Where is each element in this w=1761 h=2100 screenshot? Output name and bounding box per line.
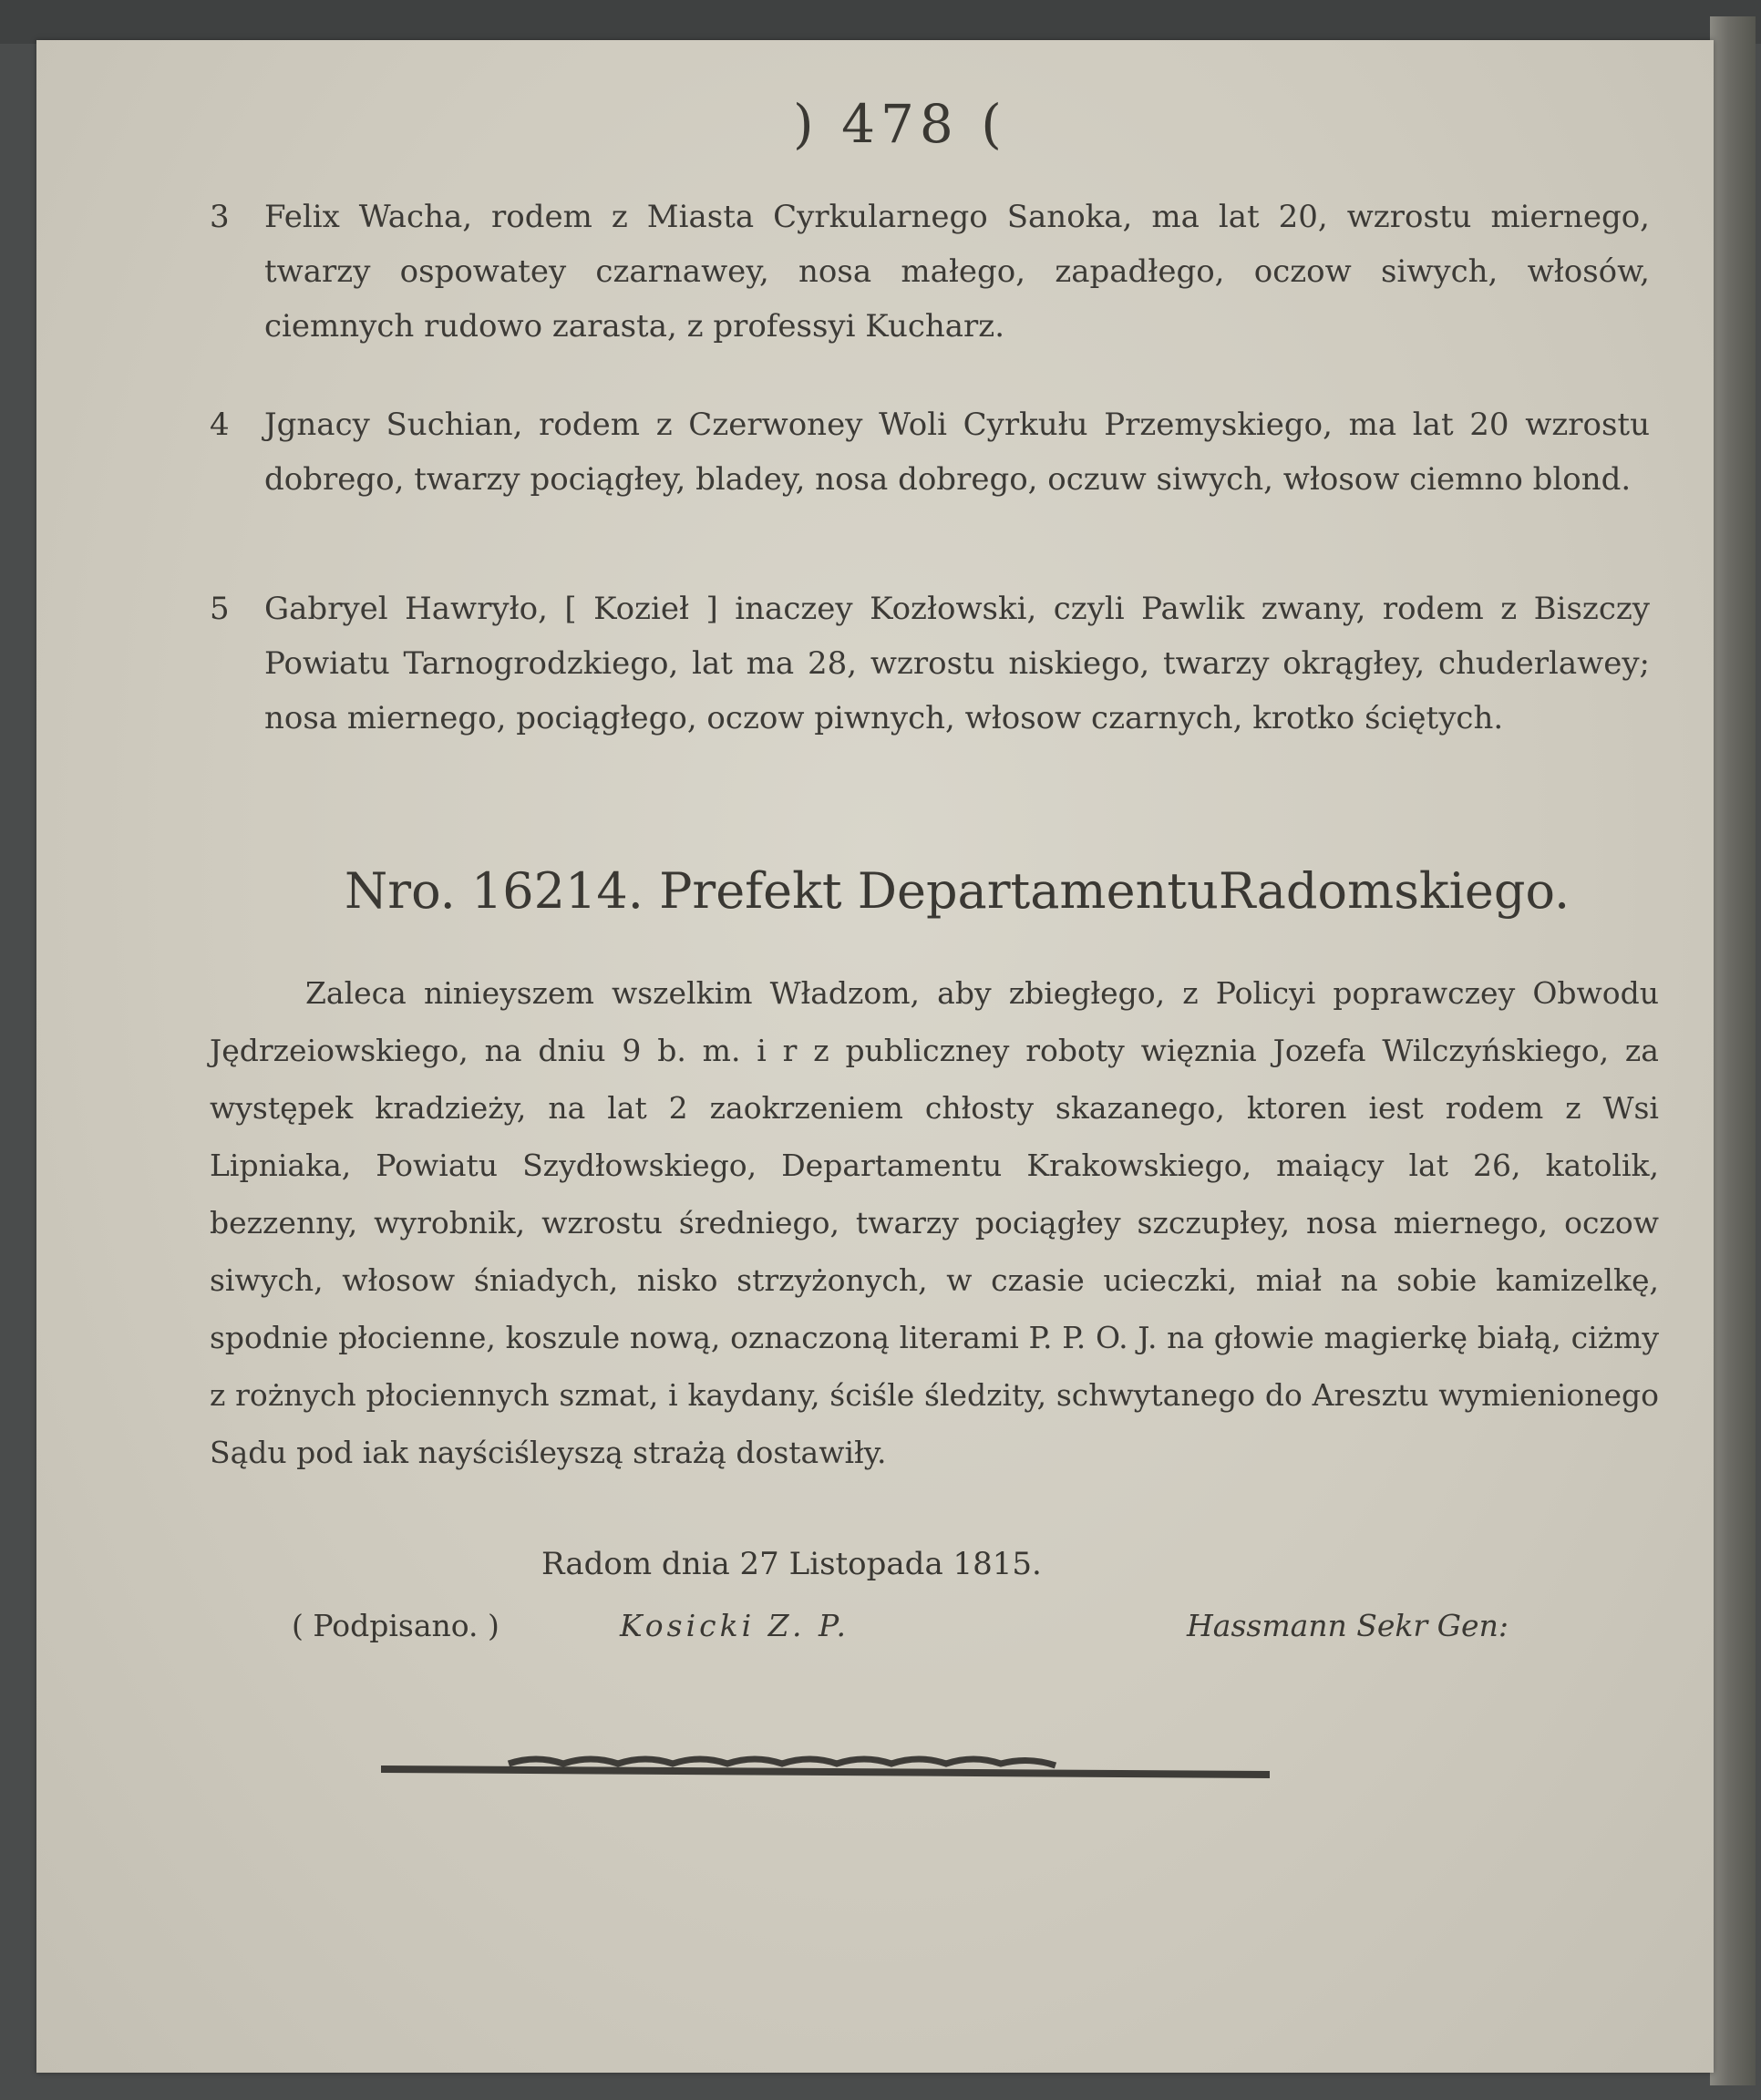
- notice-heading: Nro. 16214. Prefekt DepartamentuRadomskiego.: [345, 862, 1570, 920]
- list-item: [210, 582, 1650, 746]
- entry-number: 4: [210, 407, 230, 443]
- entry-number: 5: [210, 591, 230, 627]
- signed-label: ( Podpisano. ): [292, 1608, 499, 1643]
- prefect-signature: Kosicki Z. P.: [620, 1608, 850, 1643]
- entry-text: Felix Wacha, rodem z Miasta Cyrkularnego Sanoka, ma lat 20, wzrostu miernego, twarzy ospowatey czarnawey, nosa małego, zapadłego, oczow siwych, włosów, ciemnych rudowo zarasta, z professyi Kucharz.: [264, 199, 1650, 345]
- entry-number: 3: [210, 199, 230, 235]
- list-item: [210, 397, 1650, 507]
- page-edge: [1710, 16, 1756, 2085]
- entry-text: Jgnacy Suchian, rodem z Czerwoney Woli Cyrkułu Przemyskiego, ma lat 20 wzrostu dobrego, twarzy pociągłey, bladey, nosa dobrego, oczuw siwych, włosow ciemno blond.: [264, 407, 1650, 498]
- entry-text: Gabryel Hawryło, [ Kozieł ] inaczey Kozłowski, czyli Pawlik zwany, rodem z Biszczy Powiatu Tarnogrodzkiego, lat ma 28, wzrostu niskiego, twarzy okrągłey, chuderlawey; nosa miernego, pociągłego, oczow piwnych, włosow czarnych, krotko ściętych.: [264, 591, 1650, 736]
- notice-body: Zaleca ninieyszem wszelkim Władzom, aby zbiegłego, z Policyi poprawczey Obwodu Jędrzeiowskiego, na dniu 9 b. m. i r z publiczney roboty więznia Jozefa Wilczyńskiego, za występek kradzieży, na lat 2 zaokrzeniem chłosty skazanego, ktoren iest rodem z Wsi Lipniaka, Powiatu Szydłowskiego, Departamentu Krakowskiego, maiący lat 26, katolik, bezzenny, wyrobnik, wzrostu średniego, twarzy pociągłey szczupłey, nosa miernego, oczow siwych, włosow śniadych, nisko strzyżonych, w czasie ucieczki, miał na sobie kamizelkę, spodnie płocienne, koszule nową, oznaczoną literami P. P. O. J. na głowie magierkę białą, ciżmy z rożnych płociennych szmat, i kaydany, ściśle śledzity, schwytanego do Aresztu wymienionego Sądu pod iak nayściśleyszą strażą dostawiły.: [210, 975, 1659, 1470]
- scan-background-top: [0, 0, 1761, 44]
- ornament-rule: [381, 1755, 1270, 1782]
- list-item: [210, 190, 1650, 354]
- secretary-signature: Hassmann Sekr Gen:: [1187, 1608, 1509, 1643]
- page-number: ) 478 (: [793, 93, 1007, 155]
- date-line: Radom dnia 27 Listopada 1815.: [541, 1546, 1042, 1582]
